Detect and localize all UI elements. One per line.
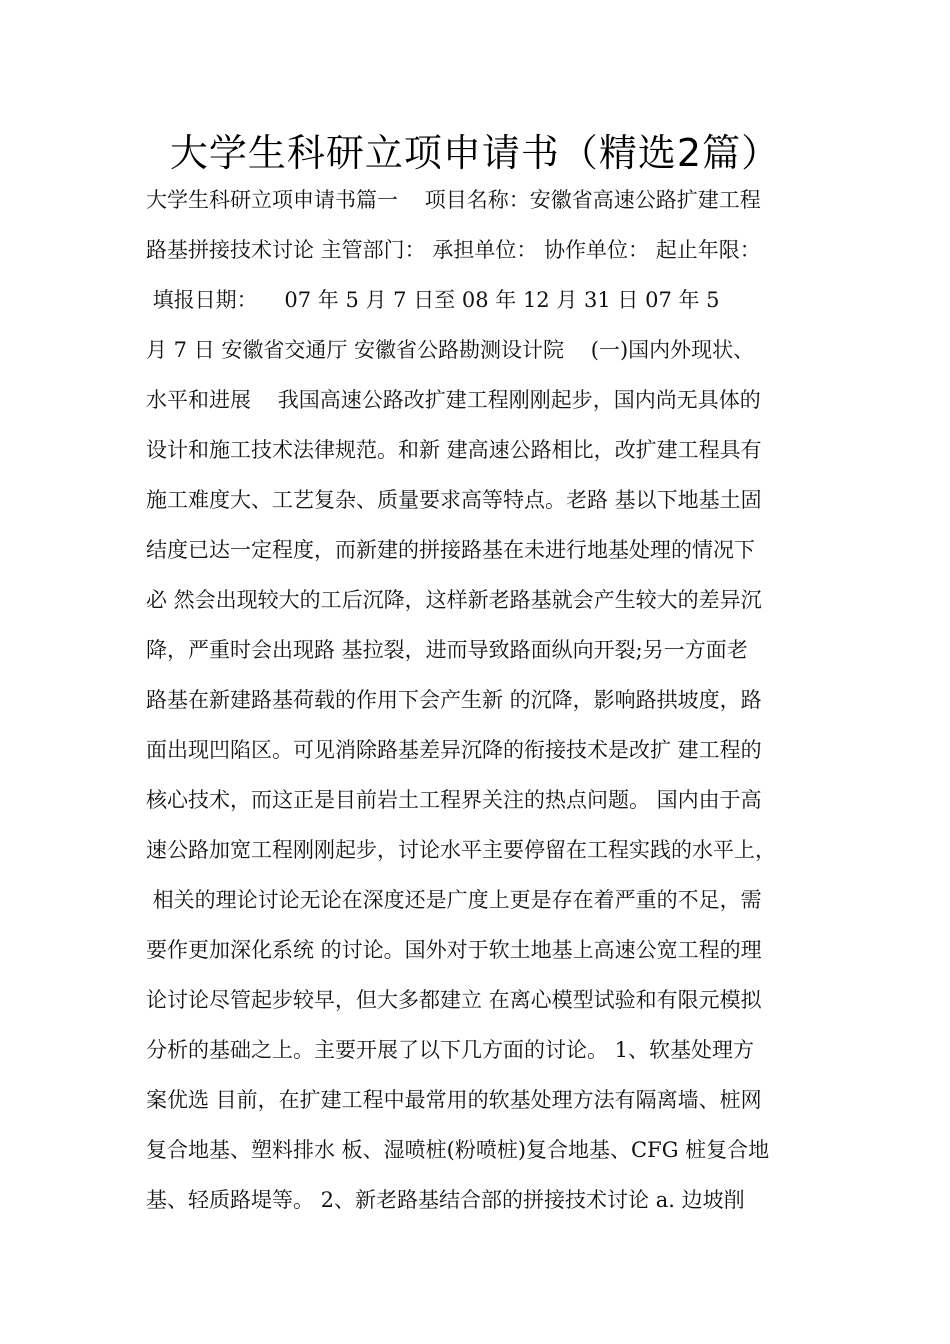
body-line: 路基拼接技术讨论 主管部门： 承担单位： 协作单位： 起止年限： <box>146 238 761 262</box>
body-line: 面出现凹陷区。可见消除路基差异沉降的衔接技术是改扩 建工程的 <box>146 738 762 762</box>
body-line: 降，严重时会出现路 基拉裂，进而导致路面纵向开裂;另一方面老 <box>146 638 748 662</box>
body-line: 水平和进展 我国高速公路改扩建工程刚刚起步，国内尚无具体的 <box>146 388 761 412</box>
body-line: 大学生科研立项申请书篇一 项目名称：安徽省高速公路扩建工程 <box>146 188 761 212</box>
body-line: 结度已达一定程度，而新建的拼接路基在未进行地基处理的情况下 <box>146 538 755 562</box>
document-title: 大学生科研立项申请书（精选2篇） <box>169 131 781 175</box>
body-line: 速公路加宽工程刚刚起步，讨论水平主要停留在工程实践的水平上， <box>146 838 776 862</box>
body-line: 填报日期： 07 年 5 月 7 日至 08 年 12 月 31 日 07 年 5 <box>146 288 720 312</box>
body-line: 月 7 日 安徽省交通厅 安徽省公路勘测设计院 (一)国内外现状、 <box>146 338 755 362</box>
body-line: 相关的理论讨论无论在深度还是广度上更是存在着严重的不足，需 <box>146 888 762 912</box>
body-line: 论讨论尽管起步较早，但大多都建立 在离心模型试验和有限元模拟 <box>146 988 762 1012</box>
body-line: 要作更加深化系统 的讨论。国外对于软土地基上高速公宽工程的理 <box>146 938 762 962</box>
body-line: 路基在新建路基荷载的作用下会产生新 的沉降，影响路拱坡度，路 <box>146 688 762 712</box>
body-line: 核心技术，而这正是目前岩土工程界关注的热点问题。 国内由于高 <box>146 788 762 812</box>
body-line: 设计和施工技术法律规范。和新 建高速公路相比，改扩建工程具有 <box>146 438 762 462</box>
body-line: 基、轻质路堤等。 2、新老路基结合部的拼接技术讨论 a. 边坡削 <box>146 1188 745 1212</box>
body-line: 必 然会出现较大的工后沉降，这样新老路基就会产生较大的差异沉 <box>146 588 762 612</box>
body-line: 复合地基、塑料排水 板、湿喷桩(粉喷桩)复合地基、CFG 桩复合地 <box>146 1138 770 1162</box>
body-line: 分析的基础之上。主要开展了以下几方面的讨论。 1、软基处理方 <box>146 1038 755 1062</box>
body-line: 施工难度大、工艺复杂、质量要求高等特点。老路 基以下地基土固 <box>146 488 762 512</box>
body-line: 案优选 目前，在扩建工程中最常用的软基处理方法有隔离墙、桩网 <box>146 1088 762 1112</box>
